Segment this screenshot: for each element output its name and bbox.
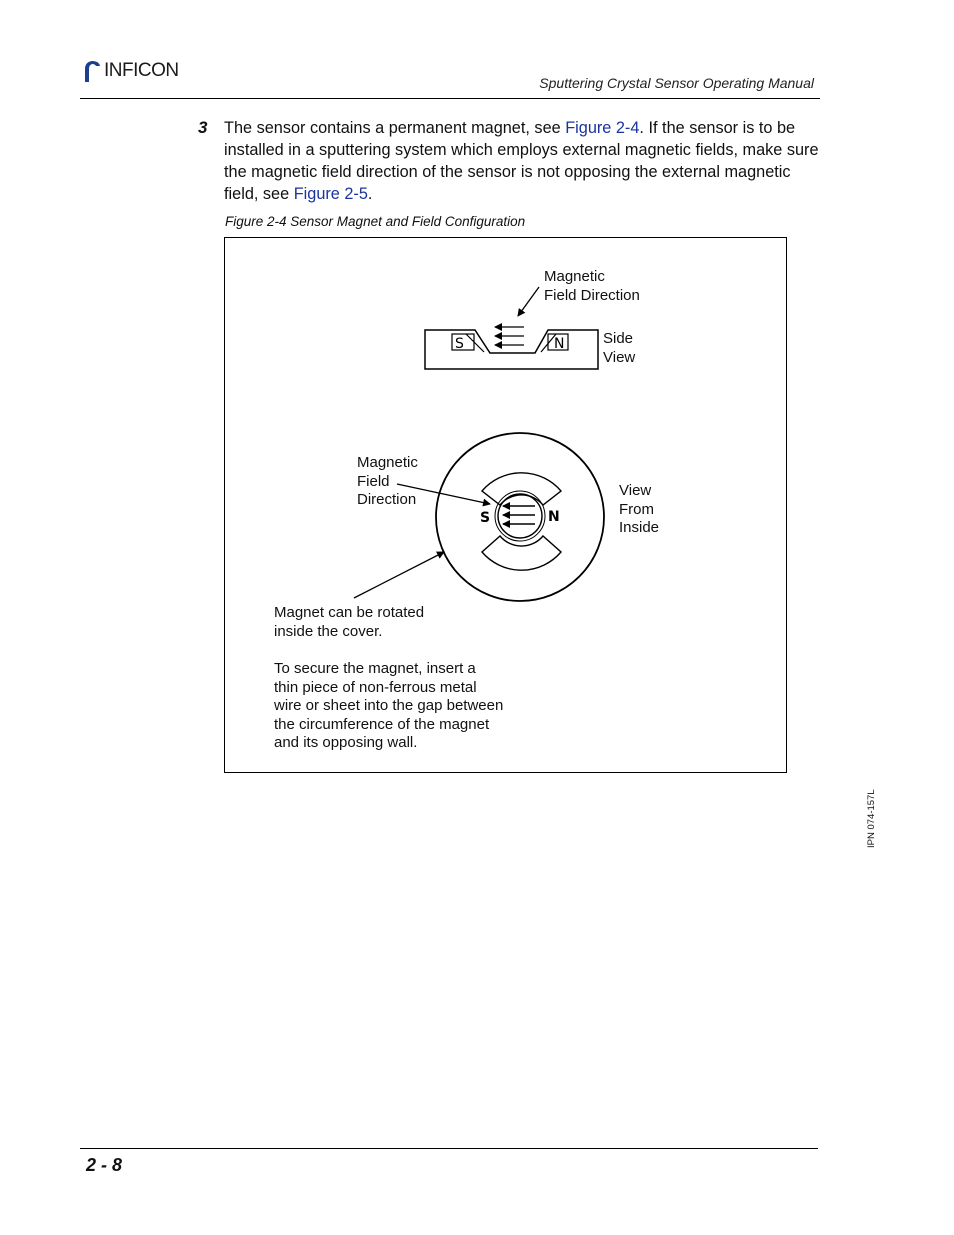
label-view-from-inside: View From Inside	[619, 482, 660, 537]
inside-pole-s: S	[480, 510, 491, 526]
step-text-3: .	[367, 185, 373, 203]
side-pole-n: N	[554, 336, 565, 352]
figure-2-4-link[interactable]: Figure 2-4	[565, 119, 640, 137]
ipn-number: IPN 074-157L	[866, 789, 877, 848]
label-secure-note: To secure the magnet, insert a thin piece of non-ferrous metal wire or sheet into the gap between the circumference of the magnet and its opposing wall.	[274, 660, 504, 752]
logo-text: INFICON	[104, 60, 179, 81]
figure-2-5-link[interactable]: Figure 2-5	[293, 185, 368, 203]
inside-pole-n: N	[548, 509, 560, 525]
step-text-1: The sensor contains a permanent magnet, see	[224, 119, 566, 137]
label-top-field-direction: Magnetic Field Direction	[544, 268, 640, 304]
step-text-2: . If the sensor is to be installed in a sputtering system which employs external magnetic fields, make sure the magnetic field direction of the sensor is not opposing the external magnetic field, see	[224, 119, 819, 203]
step-number: 3	[198, 118, 208, 137]
label-left-field-direction: Magnetic Field Direction	[357, 454, 418, 509]
label-rotate-note: Magnet can be rotated inside the cover.	[274, 604, 425, 640]
label-side-view: Side View	[603, 330, 636, 366]
figure-caption: Figure 2-4 Sensor Magnet and Field Configuration	[225, 214, 526, 229]
page-number: 2 - 8	[86, 1155, 123, 1175]
manual-title: Sputtering Crystal Sensor Operating Manual	[539, 75, 814, 91]
footer-rule	[80, 1148, 818, 1149]
side-pole-s: S	[455, 336, 464, 352]
